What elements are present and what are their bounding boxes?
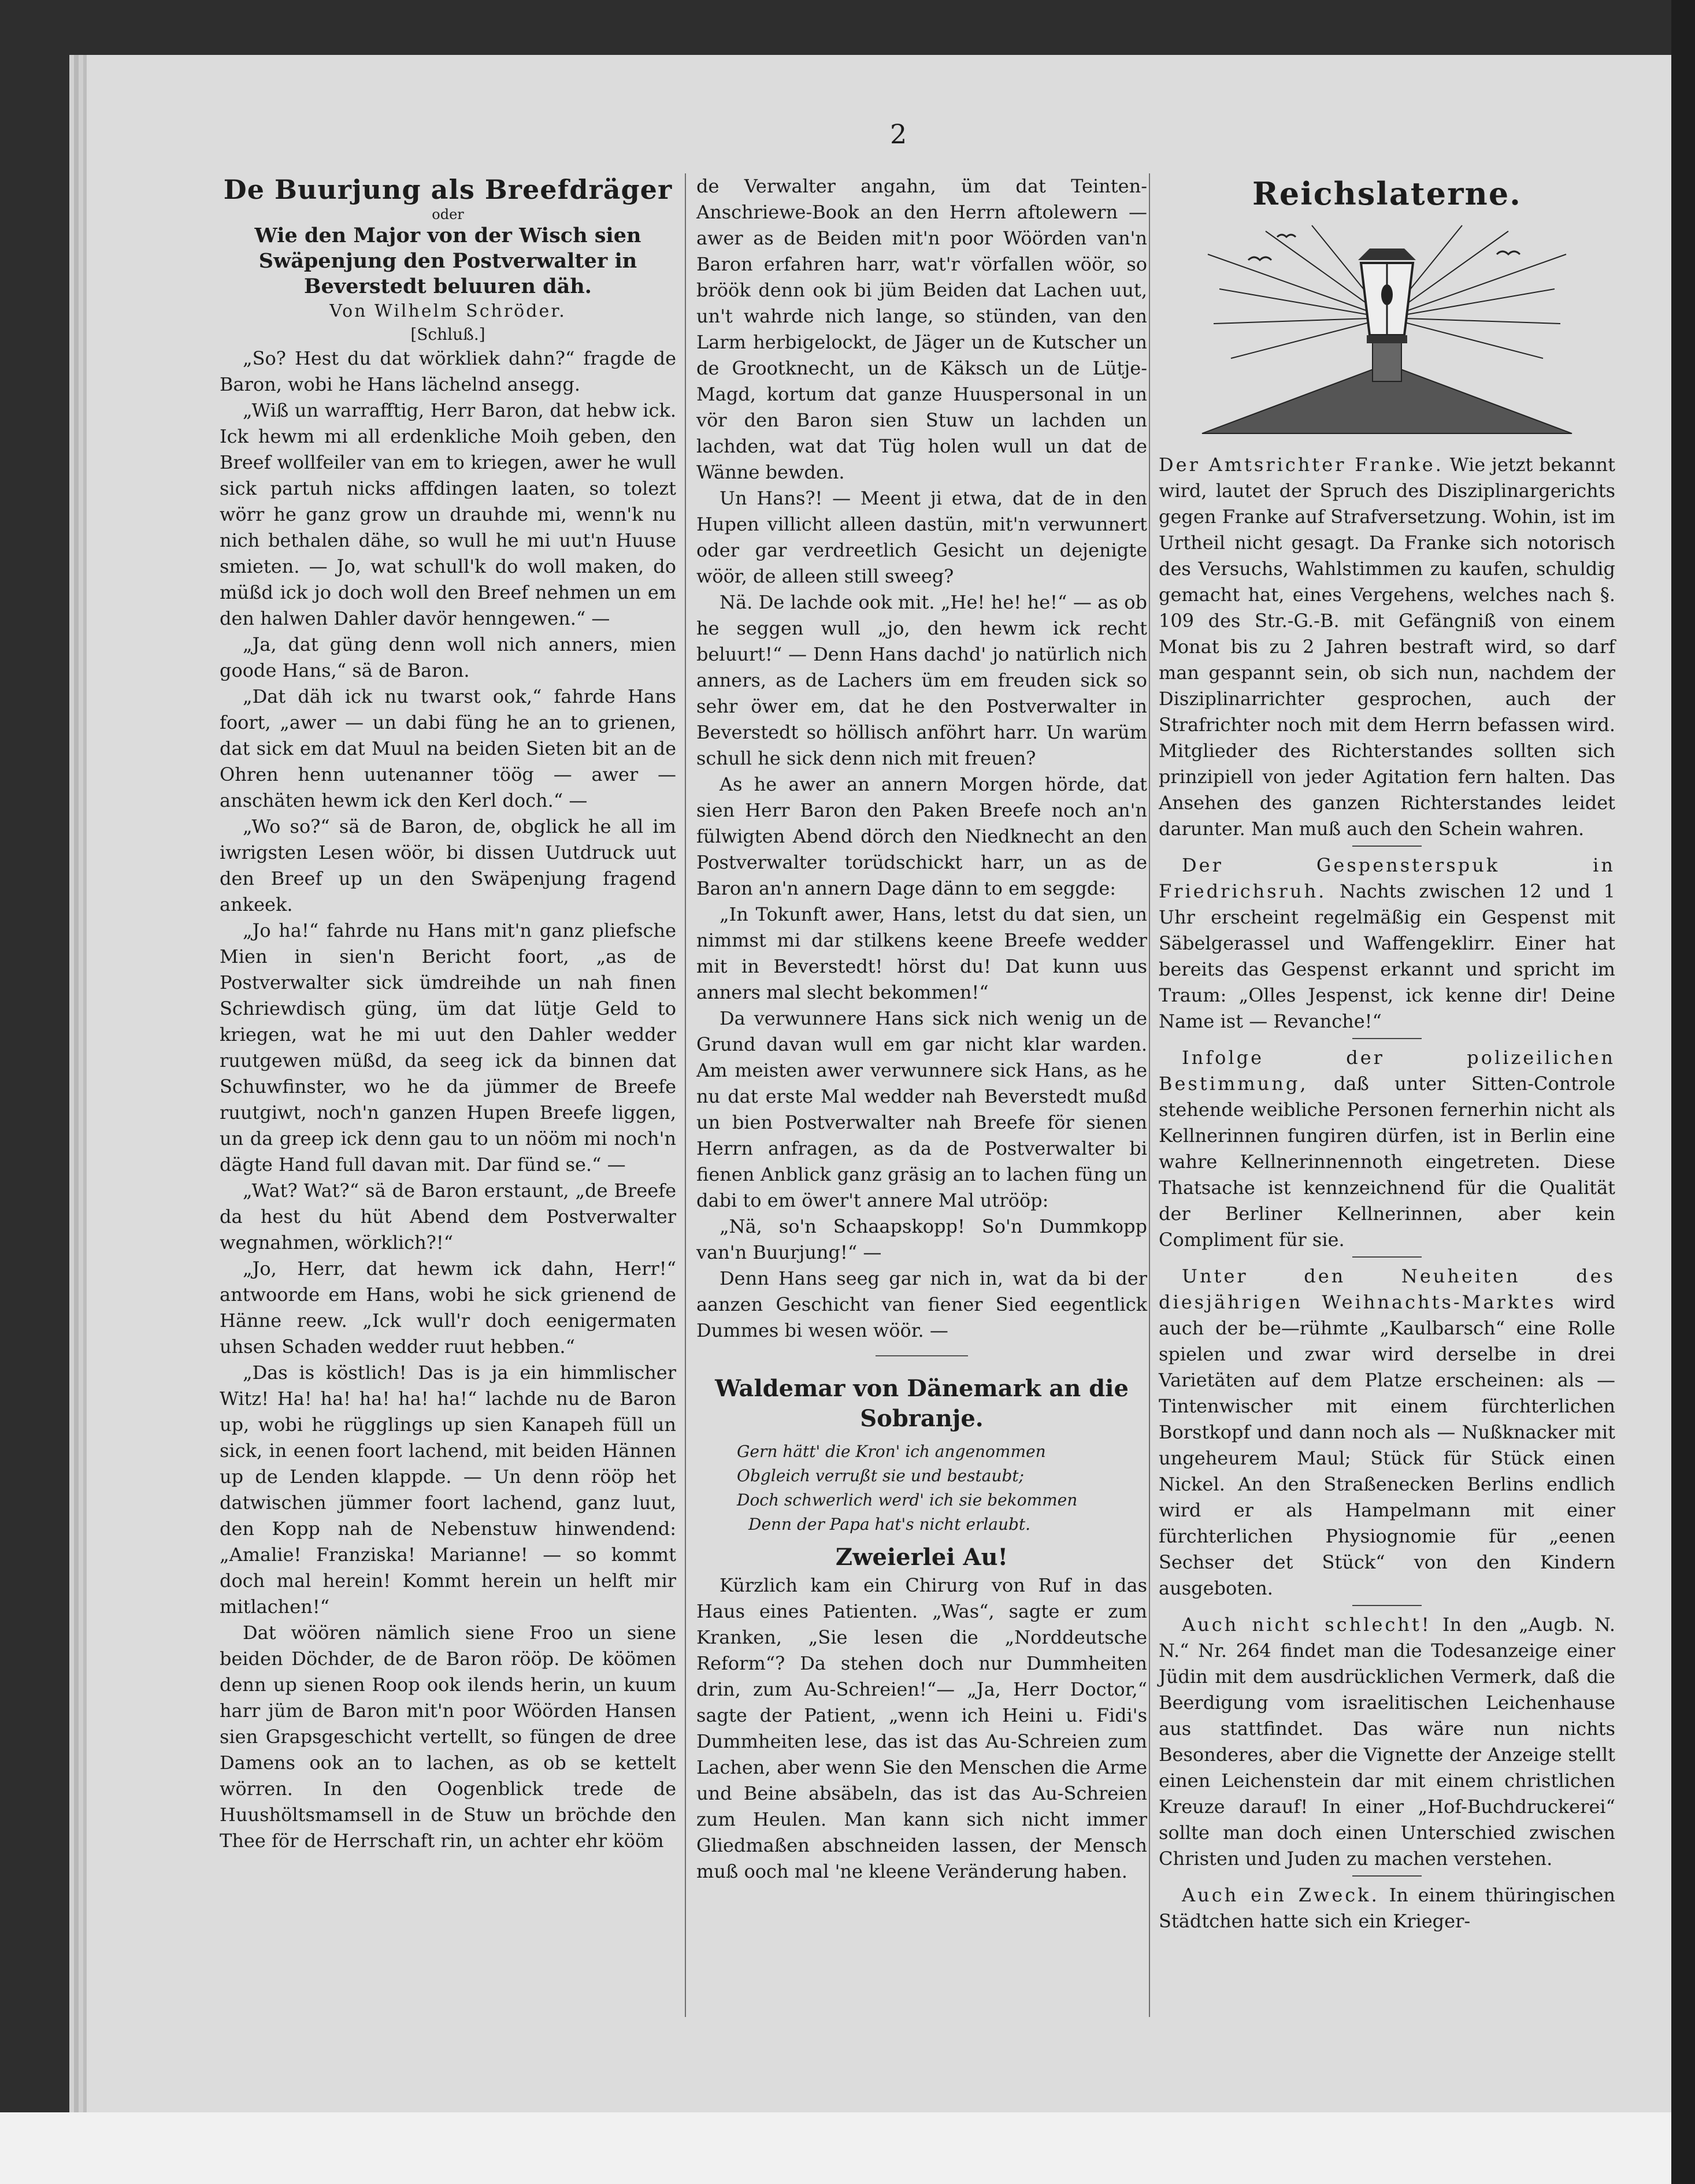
paragraph: „Wiß un warrafftig, Herr Baron, dat hebw ick. Ick hewm mi all erdenkliche Moih geben, den Breef wollfeiler van em to kriegen, awer he wull sick partuh nicks affdingen laaten, so tolezt wörr he ganz grow un drauhde mi, wenn'k nu nich bethalen dähe, so wull he mi uut'n Huuse smieten. — Jo, wat schull'k do woll maken, do müßd ick jo doch woll den Breef nehmen un em den halwen Dahler davör henngewen.“ — bbox=[220, 399, 676, 629]
article-subtitle: Wie den Major von der Wisch sien Swäpenjung den Postverwalter in Beverstedt beluuren däh. bbox=[254, 224, 641, 298]
poem-line: Denn der Papa hat's nicht erlaubt. bbox=[748, 1515, 1031, 1534]
news-item-text: daß unter Sitten-Controle stehende weibliche Personen fernerhin nicht als Kellnerinnen fungiren dürfen, ist in Berlin eine wahre Kellnerinnennoth eingetreten. Diese Thatsache ist kennzeichnend für die Qualität der Berliner Kellnerinnen, aber kein Compliment für sie. bbox=[1159, 1073, 1615, 1251]
paragraph: „Wat? Wat?“ sä de Baron erstaunt, „de Breefe da hest du hüt Abend dem Postverwalter wegnahmen, wörklich?!“ bbox=[220, 1180, 676, 1254]
section-title-waldemar: Waldemar von Dänemark an die Sobranje. bbox=[715, 1375, 1129, 1432]
column-1 bbox=[220, 173, 676, 1854]
paragraph: „Ja, dat güng denn woll nich anners, mien goode Hans,“ sä de Baron. bbox=[220, 633, 676, 681]
article-byline: Von Wilhelm Schröder. bbox=[329, 301, 566, 321]
paragraph: Da verwunnere Hans sick nich wenig un de Grund davan wull em gar nicht klar warden. Am meisten awer verwunnere sick Hans, as he nu dat erste Mal wedder nah Beverstedt mußd un bien Postverwalter nah Breefe för sienen Herrn anfragen, as da de Postverwalter bi fienen Anblick ganz gräsig an to lachen füng un dabi to em öwer't annere Mal utrööp: bbox=[696, 1007, 1147, 1211]
paragraph: Dat wöören nämlich siene Froo un siene beiden Döchder, de de Baron rööp. De köömen denn up sienen Roop ook ilends herin, un kuum harr jüm de Baron mit'n poor Wöörden Hansen sien Grapsgeschicht vertellt, so füngen de dree Damens ook an to lachen, as ob se kettelt wörren. In den Oogenblick trede de Huushöltsmamsell in de Stuw un bröchde den Thee för de Herrschaft rin, un achter ehr kööm bbox=[220, 1622, 676, 1852]
paragraph: „Wo so?“ sä de Baron, de, obglick he all im iwrigsten Lesen wöör, bi dissen Uutdruck uut den Breef up un den Swäpenjung fragend ankeek. bbox=[220, 815, 676, 915]
news-item bbox=[1159, 852, 1615, 1034]
news-item-text: Nachts zwischen 12 und 1 Uhr erscheint regelmäßig ein Gespenst mit Säbelgerassel und Waffengeklirr. Einer hat bereits das Gespenst erkannt und spricht im Traum: „Olles Jespenst, ick kenne dir! Deine Name ist — Revanche!“ bbox=[1159, 880, 1616, 1032]
paragraph: Kürzlich kam ein Chirurg von Ruf in das Haus eines Patienten. „Was“, sagte er zum Kranken, „Sie lesen die „Norddeutsche Reform“? Da stehen doch nur Dummheiten drin, zum Au-Schreien!“— „Ja, Herr Doctor,“ sagte der Patient, „wenn ich Heini u. Fidi's Dummheiten lese, das ist das Au-Schreien zum Lachen, aber wenn Sie den Menschen die Arme und Beine absäbeln, das ist das Au-Schreien zum Heulen. Man kann sich nicht immer Gliedmaßen abschneiden lassen, der Mensch muß ooch mal 'ne kleene Veränderung haben. bbox=[696, 1574, 1147, 1882]
article-oder: oder bbox=[432, 206, 464, 223]
section-title-reichslaterne: Reichslaterne. bbox=[1252, 175, 1522, 212]
poem-line: Doch schwerlich werd' ich sie bekommen bbox=[737, 1490, 1078, 1510]
page-number: 2 bbox=[890, 118, 907, 150]
news-item-text: In den „Augb. N. N.“ Nr. 264 findet man die Todesanzeige einer Jüdin mit dem ausdrücklichen Vermerk, daß die Beerdigung vom israelitischen Leichenhause aus stattfindet. Das wäre nun nichts Besonderes, aber die Vignette der Anzeige stellt einen Leichenstein dar mit einem christlichen Kreuze darauf! In einer „Hof-Buchdruckerei“ sollte man doch einen Unterschied zwischen Christen und Juden zu machen verstehen. bbox=[1159, 1614, 1616, 1870]
column-3 bbox=[1159, 173, 1615, 1934]
news-item-lead: Auch ein Zweck. bbox=[1182, 1884, 1379, 1906]
item-separator bbox=[1352, 1038, 1422, 1039]
paragraph: „Jo, Herr, dat hewm ick dahn, Herr!“ antwoorde em Hans, wobi he sick grienend de Hänne reew. „Ick wull'r doch eenigermaten uhsen Schaden wedder ruut hebben.“ bbox=[220, 1258, 676, 1358]
item-separator bbox=[1352, 1605, 1422, 1606]
paragraph: Denn Hans seeg gar nich in, wat da bi der aanzen Geschicht van fiener Sied eegentlick Dummes bi wesen wöör. — bbox=[696, 1267, 1147, 1341]
paragraph: „Nä, so'n Schaapskopp! So'n Dummkopp van'n Buurjung!“ — bbox=[696, 1215, 1147, 1263]
news-item bbox=[1159, 1263, 1615, 1601]
news-item-lead: Der Amtsrichter Franke. bbox=[1159, 454, 1444, 476]
paragraph: „So? Hest du dat wörkliek dahn?“ fragde de Baron, wobi he Hans lächelnd ansegg. bbox=[220, 347, 676, 395]
news-item-text: In einem thüringischen Städtchen hatte sich ein Krieger- bbox=[1159, 1884, 1616, 1932]
paragraph: Nä. De lachde ook mit. „He! he! he!“ — as ob he seggen wull „jo, den hewm ick recht beluurt!“ — Denn Hans dachd' jo natürlich nich anners, as de Lachers üm em freuden sick so sehr öwer em, dat he den Postverwalter in Beverstedt so höllisch anföhrt harr. Un warüm schull he sick denn nich mit freuen? bbox=[696, 591, 1147, 769]
news-item bbox=[1159, 1882, 1615, 1934]
news-item-lead: Infolge der polizeilichen Bestimmung, bbox=[1159, 1047, 1615, 1095]
lantern-illustration bbox=[1196, 220, 1578, 439]
paragraph: de Verwalter angahn, üm dat Teinten-Anschriewe-Book an den Herrn aftolewern — awer as de Beiden mit'n poor Wöörden van'n Baron erfahren harr, wat'r vörfallen wöör, so bröök denn ook bi jüm Beiden dat Lachen uut, un't wahrde nich lange, so stünden, van den Larm herbigelockt, de Jäger un de Kutscher un de Grootknecht, un de Käksch un de Lütje-Magd, kortum dat ganze Huuspersonal in un vör den Baron sien Stuw un lachden un lachden, wat dat Tüg holen wull un dat de Wänne bewden. bbox=[696, 175, 1147, 483]
news-item-lead: Der Gespensterspuk in Friedrichsruh. bbox=[1159, 854, 1615, 902]
item-separator bbox=[1352, 1875, 1422, 1877]
column-rule-1 bbox=[685, 173, 686, 2017]
scan-right-edge bbox=[1671, 0, 1695, 2184]
article-continued-note: [Schluß.] bbox=[410, 325, 485, 344]
paragraph: „In Tokunft awer, Hans, letst du dat sien, un nimmst mi dar stilkens keene Breefe wedder mit in Beverstedt! hörst du! Dat kunn uus anners mal slecht bekommen!“ bbox=[696, 903, 1147, 1003]
item-separator bbox=[1352, 846, 1422, 847]
news-item bbox=[1159, 1045, 1615, 1253]
paragraph: As he awer an annern Morgen hörde, dat sien Herr Baron den Paken Breefe noch an'n fülwigten Abend dörch den Niedknecht an den Postverwalter torüdschickt harr, un as de Baron an'n annern Dage dänn to em seggde: bbox=[696, 773, 1147, 899]
scan-bottom-margin bbox=[0, 2112, 1695, 2184]
paragraph: „Dat däh ick nu twarst ook,“ fahrde Hans foort, „awer — un dabi füng he an to grienen, dat sick em dat Muul na beiden Sieten bit an de Ohren henn uutenanner töög — awer — anschäten hewm ick den Kerl doch.“ — bbox=[220, 685, 676, 811]
paragraph: „Das is köstlich! Das is ja ein himmlischer Witz! Ha! ha! ha! ha! ha!“ lachde nu de Baron up, wobi he rügglings up sien Kanapeh füll un sick, in eenen foort lachend, mit beiden Hännen up de Lenden klappde. — Un denn rööp het datwischen jümmer foort lachend, ganz luut, den Kopp nah de Nebenstuw hinwendend: „Amalie! Franziska! Marianne! — so kommt doch mal herein! Kommt herein un helft mir mitlachen!“ bbox=[220, 1362, 676, 1618]
news-item-lead: Auch nicht schlecht! bbox=[1182, 1614, 1431, 1636]
news-item-text: Wie jetzt bekannt wird, lautet der Spruch des Disziplinargerichts gegen Franke auf Strafversetzung. Wohin, ist im Urtheil nicht gesagt. Da Franke sich notorisch des Versuchs, Wahlstimmen zu kaufen, schuldig gemacht hat, eines Vergehens, welches nach §. 109 des Str.-G.-B. mit Gefängniß von einem Monat bis zu 2 Jahren bestraft wird, so darf man gespannt sein, ob sich nun, nachdem der Disziplinarrichter gesprochen, auch der Strafrichter noch mit dem Herrn befassen wird. Mitglieder des Richterstandes sollten sich prinzipiell von jeder Agitation fern halten. Das Ansehen des ganzen Richterstandes leidet darunter. Man muß auch den Schein wahren. bbox=[1159, 454, 1616, 840]
item-separator bbox=[1352, 1256, 1422, 1258]
news-item-lead: Unter den Neuheiten des diesjährigen Weihnachts-Marktes bbox=[1159, 1265, 1615, 1313]
news-item bbox=[1159, 452, 1615, 842]
section-title-zweierlei: Zweierlei Au! bbox=[835, 1544, 1008, 1571]
article-title: De Buurjung als Breefdräger bbox=[223, 174, 673, 205]
paragraph: „Jo ha!“ fahrde nu Hans mit'n ganz pliefsche Mien in sien'n Bericht foort, „as de Postverwalter sick ümdreihde un nah finen Schriewdisch güng, üm dat lütje Geld to kriegen, wat he mi uut den Dahler wedder ruutgewen müßd, da seeg ick da binnen dat Schuwfinster, wo he da jümmer de Breefe ruutgiwt, noch'n ganzen Hupen Breefe liggen, un da greep ick denn gau to un nööm mi noch'n dägte Hand full davan mit. Dar fünd se.“ — bbox=[220, 919, 676, 1176]
poem bbox=[737, 1440, 1147, 1537]
poem-line: Obgleich verrußt sie und bestaubt; bbox=[737, 1466, 1025, 1485]
poem-line: Gern hätt' die Kron' ich angenommen bbox=[737, 1442, 1046, 1461]
news-item-text: wird auch der be—rühmte „Kaulbarsch“ eine Rolle spielen und zwar wird derselbe in drei Varietäten auf dem Platze erscheinen: als — Tintenwischer mit einem fürchterlichen Borstkopf und dann noch als — Nußknacker mit ungeheurem Maul; Stück für Stück einen Nickel. An den Straßenecken Berlins endlich wird er als Hampelmann mit einer fürchterlichen Physiognomie für „eenen Sechser det Stück“ von den Kindern ausgeboten. bbox=[1159, 1291, 1615, 1599]
paragraph: Un Hans?! — Meent ji etwa, dat de in den Hupen villicht alleen dastün, mit'n verwunnert oder gar verdreetlich Gesicht un dejenigte wöör, de alleen still sweeg? bbox=[696, 487, 1147, 587]
news-item bbox=[1159, 1612, 1615, 1872]
column-2 bbox=[696, 173, 1147, 1885]
column-rule-2 bbox=[1149, 173, 1150, 2017]
section-divider bbox=[876, 1355, 968, 1356]
